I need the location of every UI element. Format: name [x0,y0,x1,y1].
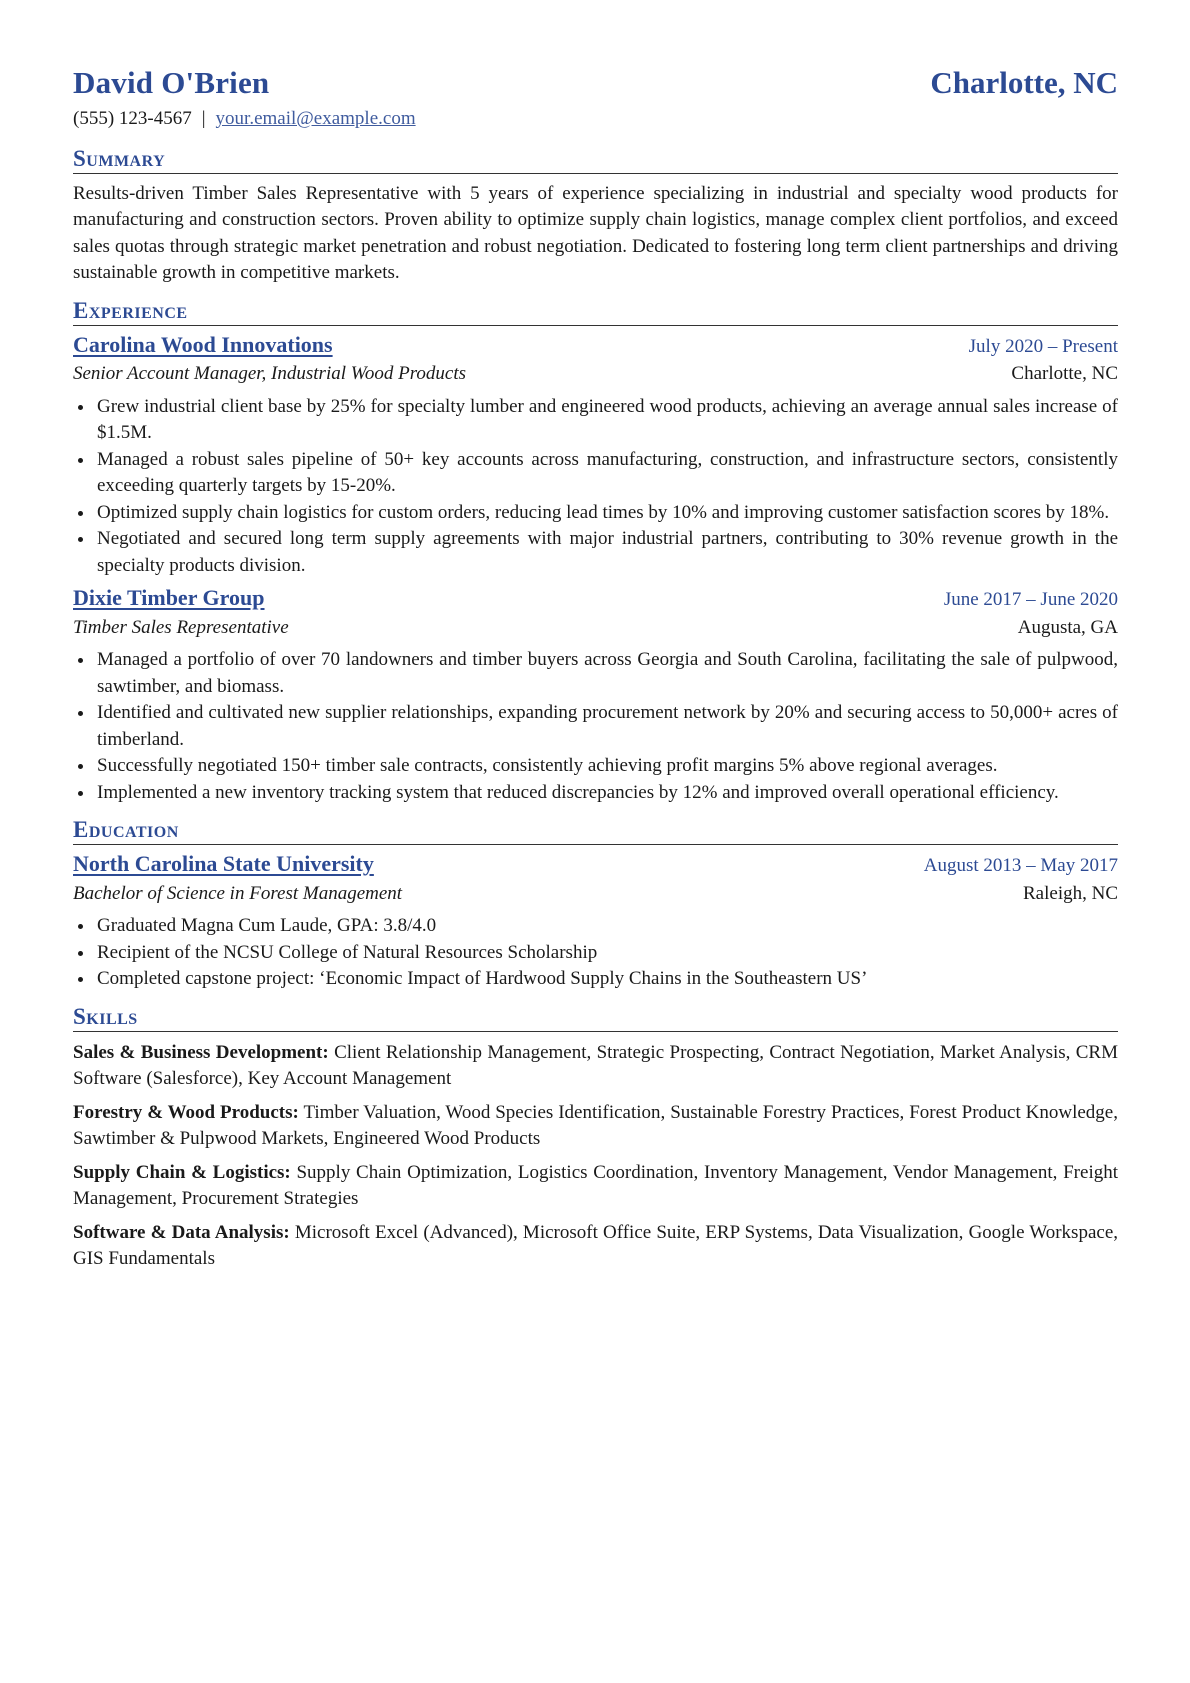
skill-group-items: Microsoft Excel (Advanced), Microsoft Office Suite, ERP Systems, Data Visualization, Google Workspace, GIS Fundamentals [73,1221,1119,1269]
skill-group-items: Client Relationship Management, Strategic Prospecting, Contract Negotiation, Market Analysis, CRM Software (Salesforce), Key Account Management [73,1041,1118,1089]
skill-group-items: Supply Chain Optimization, Logistics Coordination, Inventory Management, Vendor Management, Freight Management, Procurement Strategies [73,1161,1118,1209]
job-location: Augusta, GA [1017,616,1118,638]
education-entry [73,851,1118,993]
contact-line [73,106,1118,133]
skill-group-label: Forestry & Wood Products: [73,1101,299,1123]
achievement-list [73,394,1118,580]
education-highlights [73,913,1118,993]
skill-group [73,1100,1118,1153]
phone-number: (555) 123-4567 [73,108,192,129]
skill-group-label: Supply Chain & Logistics: [73,1161,291,1183]
skill-group [73,1040,1118,1093]
school-location: Raleigh, NC [1023,882,1118,904]
summary-text: Results-driven Timber Sales Representative with 5 years of experience specializing in industrial and specialty wood products for manufacturing and construction sectors. Proven ability to optimize supply chain logistics, manage complex client portfolios, and exceed sales quotas through strategic market penetration and robust negotiation. Dedicated to fostering long term client partnerships and driving sustainable growth in competitive markets. [73,182,1118,283]
list-item: Managed a robust sales pipeline of 50+ key accounts across manufacturing, construction, and infrastructure sectors, consistently exceeding quarterly targets by 15-20%. [97,447,1118,500]
school-name[interactable]: North Carolina State University [73,851,374,876]
section-title-summary: Summary [73,145,1118,174]
skill-group [73,1220,1118,1273]
list-item: Managed a portfolio of over 70 landowners and timber buyers across Georgia and South Carolina, facilitating the sale of pulpwood, sawtimber, and biomass. [97,647,1118,700]
list-item: Negotiated and secured long term supply agreements with major industrial partners, contributing to 30% revenue growth in the specialty products division. [97,526,1118,579]
list-item: Graduated Magna Cum Laude, GPA: 3.8/4.0 [97,913,1118,940]
list-item: Identified and cultivated new supplier relationships, expanding procurement network by 20% and securing access to 50,000+ acres of timberland. [97,700,1118,753]
job-location: Charlotte, NC [1011,363,1118,384]
employment-dates: June 2017 – June 2020 [943,589,1118,610]
skill-group-label: Software & Data Analysis: [73,1221,290,1243]
section-title-experience: Experience [73,297,1118,326]
resume-header [73,64,1118,102]
email-link[interactable]: your.email@example.com [215,108,416,129]
candidate-name: David O'Brien [73,65,270,100]
degree-title: Bachelor of Science in Forest Management [73,882,403,904]
contact-separator: | [201,108,206,129]
section-title-skills: Skills [73,1003,1118,1032]
skill-group [73,1160,1118,1213]
job-title: Senior Account Manager, Industrial Wood Products [73,363,466,384]
employer-name[interactable]: Carolina Wood Innovations [73,331,333,357]
skill-group-items: Timber Valuation, Wood Species Identification, Sustainable Forestry Practices, Forest Product Knowledge, Sawtimber & Pulpwood Markets, Engineered Wood Products [73,1101,1118,1149]
list-item: Implemented a new inventory tracking system that reduced discrepancies by 12% and improved overall operational efficiency. [97,780,1118,807]
employment-dates: July 2020 – Present [968,335,1118,357]
experience-entry [73,585,1118,806]
education-dates: August 2013 – May 2017 [923,855,1118,876]
achievement-list [73,647,1118,806]
skill-group-label: Sales & Business Development: [73,1041,329,1063]
list-item: Grew industrial client base by 25% for specialty lumber and engineered wood products, achieving an average annual sales increase of $1.5M. [97,394,1118,447]
list-item: Completed capstone project: ‘Economic Impact of Hardwood Supply Chains in the Southeastern US’ [97,966,1118,993]
experience-entry [73,332,1118,580]
list-item: Recipient of the NCSU College of Natural Resources Scholarship [97,940,1118,967]
list-item: Optimized supply chain logistics for custom orders, reducing lead times by 10% and improving customer satisfaction scores by 18%. [97,500,1118,527]
list-item: Successfully negotiated 150+ timber sale contracts, consistently achieving profit margins 5% above regional averages. [97,753,1118,780]
section-title-education: Education [73,816,1118,845]
skills-list [73,1040,1118,1273]
employer-name[interactable]: Dixie Timber Group [73,585,265,610]
job-title: Timber Sales Representative [73,616,289,638]
candidate-location: Charlotte, NC [930,65,1118,100]
